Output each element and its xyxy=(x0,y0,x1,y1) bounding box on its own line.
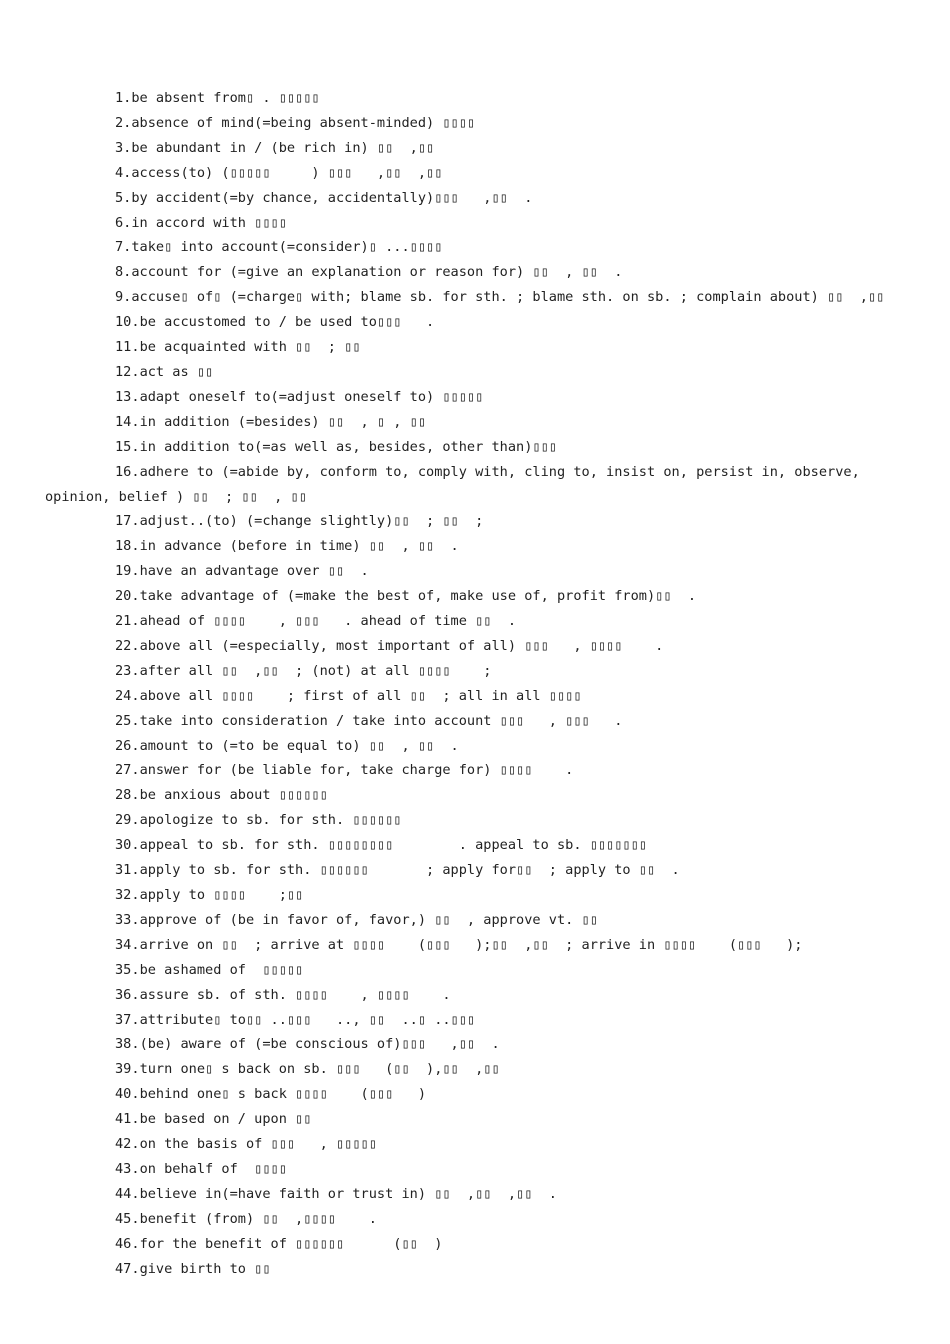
item-text: in accord with ▯▯▯▯ xyxy=(131,214,287,231)
item-text: in addition (=besides) ▯▯ , ▯ , ▯▯ xyxy=(139,413,427,430)
item-text: above all (=especially, most important of all) ▯▯▯ , ▯▯▯▯ . xyxy=(139,637,664,654)
item-text: be absent from▯ . ▯▯▯▯▯ xyxy=(131,90,320,106)
item-text: after all ▯▯ ,▯▯ ; (not) at all ▯▯▯▯ ; xyxy=(139,662,492,679)
item-text: adapt oneself to(=adjust oneself to) ▯▯▯▯▯ xyxy=(139,388,484,405)
item-text: appeal to sb. for sth. ▯▯▯▯▯▯▯▯ . appeal to sb. ▯▯▯▯▯▯▯ xyxy=(139,837,647,854)
item-text: answer for (be liable for, take charge for) ▯▯▯▯ . xyxy=(139,762,574,779)
item-text: on the basis of ▯▯▯ , ▯▯▯▯▯ xyxy=(139,1136,377,1153)
item-text: take into consideration / take into account ▯▯▯ , ▯▯▯ . xyxy=(139,712,623,729)
item-text: have an advantage over ▯▯ . xyxy=(139,563,369,580)
list-item xyxy=(45,360,907,385)
list-item xyxy=(45,1182,907,1207)
list-item xyxy=(45,136,907,161)
item-text: for the benefit of ▯▯▯▯▯▯ (▯▯ ) xyxy=(139,1235,443,1252)
list-item xyxy=(45,933,907,958)
list-item xyxy=(45,86,907,111)
item-number: 26. xyxy=(115,737,140,754)
list-item xyxy=(45,435,907,460)
list-item xyxy=(45,808,907,833)
item-text: adjust..(to) (=change slightly)▯▯ ; ▯▯ ; xyxy=(139,513,484,530)
item-number: 20. xyxy=(115,588,140,605)
item-number: 39. xyxy=(115,1061,140,1078)
item-number: 9. xyxy=(115,289,132,306)
list-item xyxy=(45,1107,907,1132)
list-item xyxy=(45,335,907,360)
item-text: be abundant in / (be rich in) ▯▯ ,▯▯ xyxy=(131,139,435,156)
list-item xyxy=(45,1257,907,1282)
item-number: 34. xyxy=(115,936,140,953)
item-text: give birth to ▯▯ xyxy=(139,1260,271,1277)
item-text: in addition to(=as well as, besides, other than)▯▯▯ xyxy=(139,438,557,455)
item-number: 40. xyxy=(115,1086,140,1103)
list-item xyxy=(45,734,907,759)
item-text: be acquainted with ▯▯ ; ▯▯ xyxy=(139,339,361,356)
item-number: 33. xyxy=(115,911,140,928)
item-text: adhere to (=abide by, conform to, comply with, cling to, insist on, persist in, observe, opinion, belief ) ▯▯ ; ▯▯ , ▯▯ xyxy=(45,463,868,505)
item-text: in advance (before in time) ▯▯ , ▯▯ . xyxy=(139,538,459,555)
list-item xyxy=(45,410,907,435)
item-text: assure sb. of sth. ▯▯▯▯ , ▯▯▯▯ . xyxy=(139,986,451,1003)
item-text: attribute▯ to▯▯ ..▯▯▯ .., ▯▯ ..▯ ..▯▯▯ xyxy=(139,1011,476,1028)
item-number: 47. xyxy=(115,1260,140,1277)
item-text: believe in(=have faith or trust in) ▯▯ ,▯▯ ,▯▯ . xyxy=(139,1185,557,1202)
list-item xyxy=(45,1232,907,1257)
list-item xyxy=(45,186,907,211)
item-number: 17. xyxy=(115,513,140,530)
list-item xyxy=(45,783,907,808)
item-number: 4. xyxy=(115,164,132,181)
item-number: 18. xyxy=(115,538,140,555)
item-number: 3. xyxy=(115,139,132,156)
item-text: above all ▯▯▯▯ ; first of all ▯▯ ; all in all ▯▯▯▯ xyxy=(139,687,582,704)
item-text: amount to (=to be equal to) ▯▯ , ▯▯ . xyxy=(139,737,459,754)
list-item xyxy=(45,1157,907,1182)
item-number: 12. xyxy=(115,363,140,380)
item-number: 22. xyxy=(115,637,140,654)
item-number: 38. xyxy=(115,1036,140,1053)
list-item xyxy=(45,285,907,310)
list-item xyxy=(45,260,907,285)
item-number: 15. xyxy=(115,438,140,455)
list-item xyxy=(45,883,907,908)
list-item xyxy=(45,559,907,584)
list-item xyxy=(45,211,907,236)
list-item xyxy=(45,1132,907,1157)
item-number: 30. xyxy=(115,837,140,854)
item-number: 36. xyxy=(115,986,140,1003)
list-item xyxy=(45,1032,907,1057)
item-number: 43. xyxy=(115,1160,140,1177)
item-text: absence of mind(=being absent-minded) ▯▯▯▯ xyxy=(131,114,476,131)
item-number: 10. xyxy=(115,314,140,331)
item-text: apply to ▯▯▯▯ ;▯▯ xyxy=(139,887,304,903)
list-item xyxy=(45,584,907,609)
item-number: 25. xyxy=(115,712,140,729)
item-text: act as ▯▯ xyxy=(139,363,214,380)
list-item xyxy=(45,1207,907,1232)
item-text: benefit (from) ▯▯ ,▯▯▯▯ . xyxy=(139,1210,377,1227)
list-item xyxy=(45,858,907,883)
item-number: 31. xyxy=(115,862,140,879)
item-number: 23. xyxy=(115,662,140,679)
item-text: (be) aware of (=be conscious of)▯▯▯ ,▯▯ . xyxy=(139,1036,500,1053)
item-number: 21. xyxy=(115,613,140,630)
item-number: 29. xyxy=(115,812,140,829)
item-number: 41. xyxy=(115,1111,140,1128)
item-number: 16. xyxy=(115,463,140,480)
item-number: 8. xyxy=(115,264,132,281)
list-item xyxy=(45,1008,907,1033)
item-text: on behalf of ▯▯▯▯ xyxy=(139,1160,287,1177)
item-number: 27. xyxy=(115,762,140,779)
item-number: 45. xyxy=(115,1210,140,1227)
item-text: apply to sb. for sth. ▯▯▯▯▯▯ ; apply for▯▯ ; apply to ▯▯ . xyxy=(139,862,680,879)
item-number: 2. xyxy=(115,114,132,131)
list-item xyxy=(45,758,907,783)
item-text: accuse▯ of▯ (=charge▯ with; blame sb. for sth. ; blame sth. on sb. ; complain about) ▯▯ ,▯▯ xyxy=(131,289,885,306)
item-text: ahead of ▯▯▯▯ , ▯▯▯ . ahead of time ▯▯ . xyxy=(139,613,517,630)
list-item xyxy=(45,111,907,136)
item-text: account for (=give an explanation or reason for) ▯▯ , ▯▯ . xyxy=(131,264,623,281)
item-number: 24. xyxy=(115,687,140,704)
item-number: 7. xyxy=(115,239,132,256)
list-item xyxy=(45,958,907,983)
list-item xyxy=(45,509,907,534)
item-text: apologize to sb. for sth. ▯▯▯▯▯▯ xyxy=(139,812,402,829)
list-item xyxy=(45,460,907,510)
item-number: 6. xyxy=(115,214,132,231)
item-text: be anxious about ▯▯▯▯▯▯ xyxy=(139,787,328,804)
list-item xyxy=(45,235,907,260)
list-item xyxy=(45,534,907,559)
item-number: 46. xyxy=(115,1235,140,1252)
list-item xyxy=(45,709,907,734)
item-text: arrive on ▯▯ ; arrive at ▯▯▯▯ (▯▯▯ );▯▯ ,▯▯ ; arrive in ▯▯▯▯ (▯▯▯ ); xyxy=(139,936,803,953)
item-number: 14. xyxy=(115,413,140,430)
list-item xyxy=(45,634,907,659)
phrase-list xyxy=(45,86,907,1282)
item-number: 44. xyxy=(115,1185,140,1202)
item-text: be based on / upon ▯▯ xyxy=(139,1111,312,1128)
item-number: 11. xyxy=(115,339,140,356)
item-number: 28. xyxy=(115,787,140,804)
list-item xyxy=(45,310,907,335)
item-number: 19. xyxy=(115,563,140,580)
item-text: take▯ into account(=consider)▯ ...▯▯▯▯ xyxy=(131,239,443,256)
item-number: 37. xyxy=(115,1011,140,1028)
item-text: turn one▯ s back on sb. ▯▯▯ (▯▯ ),▯▯ ,▯▯ xyxy=(139,1061,500,1078)
list-item xyxy=(45,983,907,1008)
item-text: by accident(=by chance, accidentally)▯▯▯ ,▯▯ . xyxy=(131,189,533,206)
list-item xyxy=(45,659,907,684)
list-item xyxy=(45,833,907,858)
list-item xyxy=(45,1082,907,1107)
list-item xyxy=(45,1057,907,1082)
item-text: approve of (be in favor of, favor,) ▯▯ , approve vt. ▯▯ xyxy=(139,911,598,928)
item-text: take advantage of (=make the best of, make use of, profit from)▯▯ . xyxy=(139,588,697,605)
item-number: 5. xyxy=(115,189,132,206)
item-number: 32. xyxy=(115,887,140,903)
item-number: 1. xyxy=(115,90,132,106)
item-text: access(to) (▯▯▯▯▯ ) ▯▯▯ ,▯▯ ,▯▯ xyxy=(131,164,443,181)
list-item xyxy=(45,609,907,634)
item-text: behind one▯ s back ▯▯▯▯ (▯▯▯ ) xyxy=(139,1086,427,1103)
item-text: be ashamed of ▯▯▯▯▯ xyxy=(139,961,304,978)
item-number: 35. xyxy=(115,961,140,978)
list-item xyxy=(45,161,907,186)
list-item xyxy=(45,385,907,410)
list-item xyxy=(45,908,907,933)
item-number: 42. xyxy=(115,1136,140,1153)
list-item xyxy=(45,684,907,709)
item-text: be accustomed to / be used to▯▯▯ . xyxy=(139,314,435,331)
item-number: 13. xyxy=(115,388,140,405)
